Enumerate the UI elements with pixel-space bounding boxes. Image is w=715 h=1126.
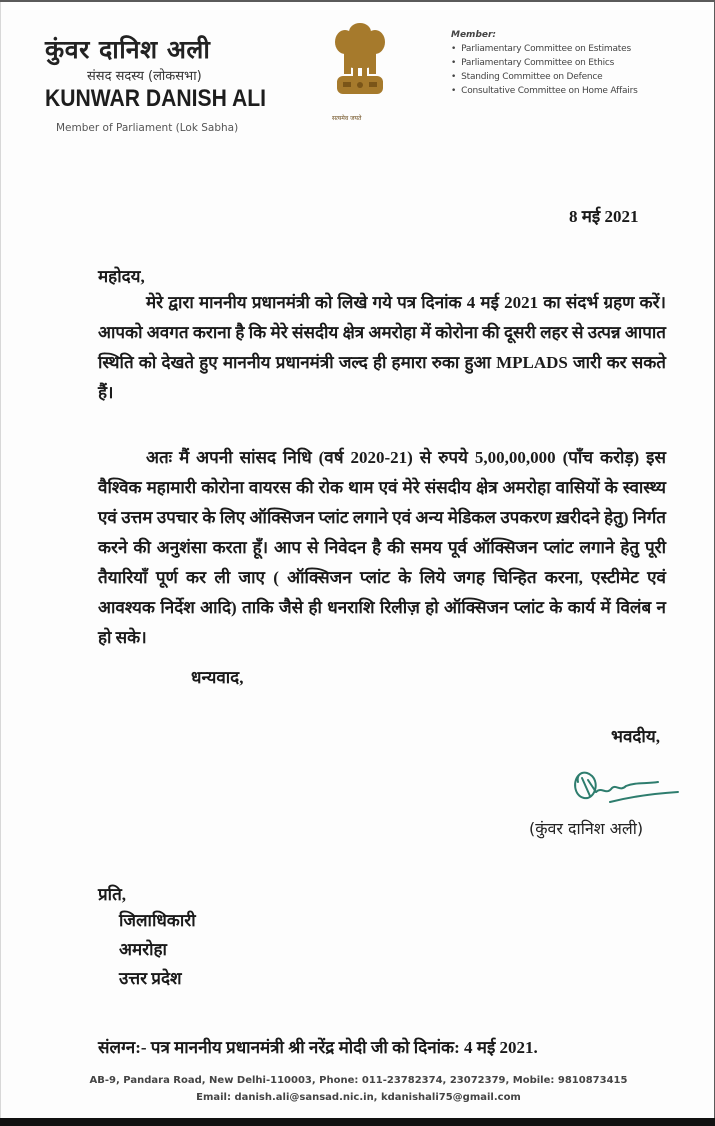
recipient-state: उत्तर प्रदेश: [119, 969, 182, 988]
salutation: महोदय,: [98, 267, 145, 286]
footer-address: AB-9, Pandara Road, New Delhi-110003, Phone: 011-23782374, 23072379, Mobile: 9810873415: [89, 1075, 628, 1086]
letterhead-name-english: KUNWAR DANISH ALI: [45, 85, 266, 112]
committee-item: • Parliamentary Committee on Ethics: [451, 56, 638, 70]
committee-item: • Consultative Committee on Home Affairs: [451, 84, 638, 98]
emblem-caption: सत्यमेव जयते: [332, 115, 362, 122]
closing: भवदीय,: [611, 727, 660, 746]
recipient-district: अमरोहा: [119, 940, 167, 959]
letterhead-title-hindi: संसद सदस्य (लोकसभा): [87, 69, 202, 84]
paragraph-2: अतः मैं अपनी सांसद निधि (वर्ष 2020-21) से रुपये 5,00,00,000 (पाँच करोड़) इस वैश्विक महामारी कोरोना वायरस की रोक थाम एवं मेरे संसदीय क्षेत्र अमरोहा वासियों के स्वास्थ्य एवं उत्तम उपचार के लिए ऑक्सिजन प्लांट लगाने एवं अन्य मेडिकल उपकरण ख़रीदने हेतु) निर्गत करने की अनुशंसा करता हूँ। आप से निवेदन है की समय पूर्व ऑक्सिजन प्लांट लगाने हेतु पूरी तैयारियाँ पूर्ण कर ली जाए ( ऑक्सिजन प्लांट के लिये जगह चिन्हित करना, एस्टीमेट एवं आवश्यक निर्देश आदि) ताकि जैसे ही धनराशि रिलीज़ हो ऑक्सिजन प्लांट के कार्य में विलंब न हो सके।: [98, 448, 666, 647]
letterhead-name-hindi: कुंवर दानिश अली: [45, 35, 211, 64]
bottom-bar: [0, 1118, 715, 1126]
national-emblem-icon: [331, 18, 389, 114]
letter-page: [0, 2, 714, 1118]
committee-item: • Parliamentary Committee on Estimates: [451, 42, 638, 56]
signature-name: (कुंवर दानिश अली): [529, 819, 644, 838]
signature-icon: [566, 762, 686, 812]
footer-email: Email: danish.ali@sansad.nic.in, kdanishali75@gmail.com: [196, 1092, 521, 1103]
thanks: धन्यवाद,: [191, 668, 244, 687]
recipient-title: जिलाधिकारी: [119, 911, 196, 930]
committee-item: • Standing Committee on Defence: [451, 70, 638, 84]
committee-membership: [451, 30, 638, 98]
letterhead-title-english: Member of Parliament (Lok Sabha): [56, 122, 239, 134]
to-label: प्रति,: [98, 885, 127, 904]
letter-date: 8 मई 2021: [569, 207, 639, 226]
enclosure-note: संलग्न:- पत्र माननीय प्रधानमंत्री श्री नरेंद्र मोदी जी को दिनांक: 4 मई 2021.: [98, 1038, 538, 1057]
member-label: Member:: [451, 30, 497, 40]
paragraph-1: मेरे द्वारा माननीय प्रधानमंत्री को लिखे गये पत्र दिनांक 4 मई 2021 का संदर्भ ग्रहण करें। आपको अवगत कराना है कि मेरे संसदीय क्षेत्र अमरोहा में कोरोना की दूसरी लहर से उत्पन्न आपात स्थिति को देखते हुए माननीय प्रधानमंत्री जल्द ही हमारा रुका हुआ MPLADS जारी कर सकते हैं।: [98, 293, 666, 402]
